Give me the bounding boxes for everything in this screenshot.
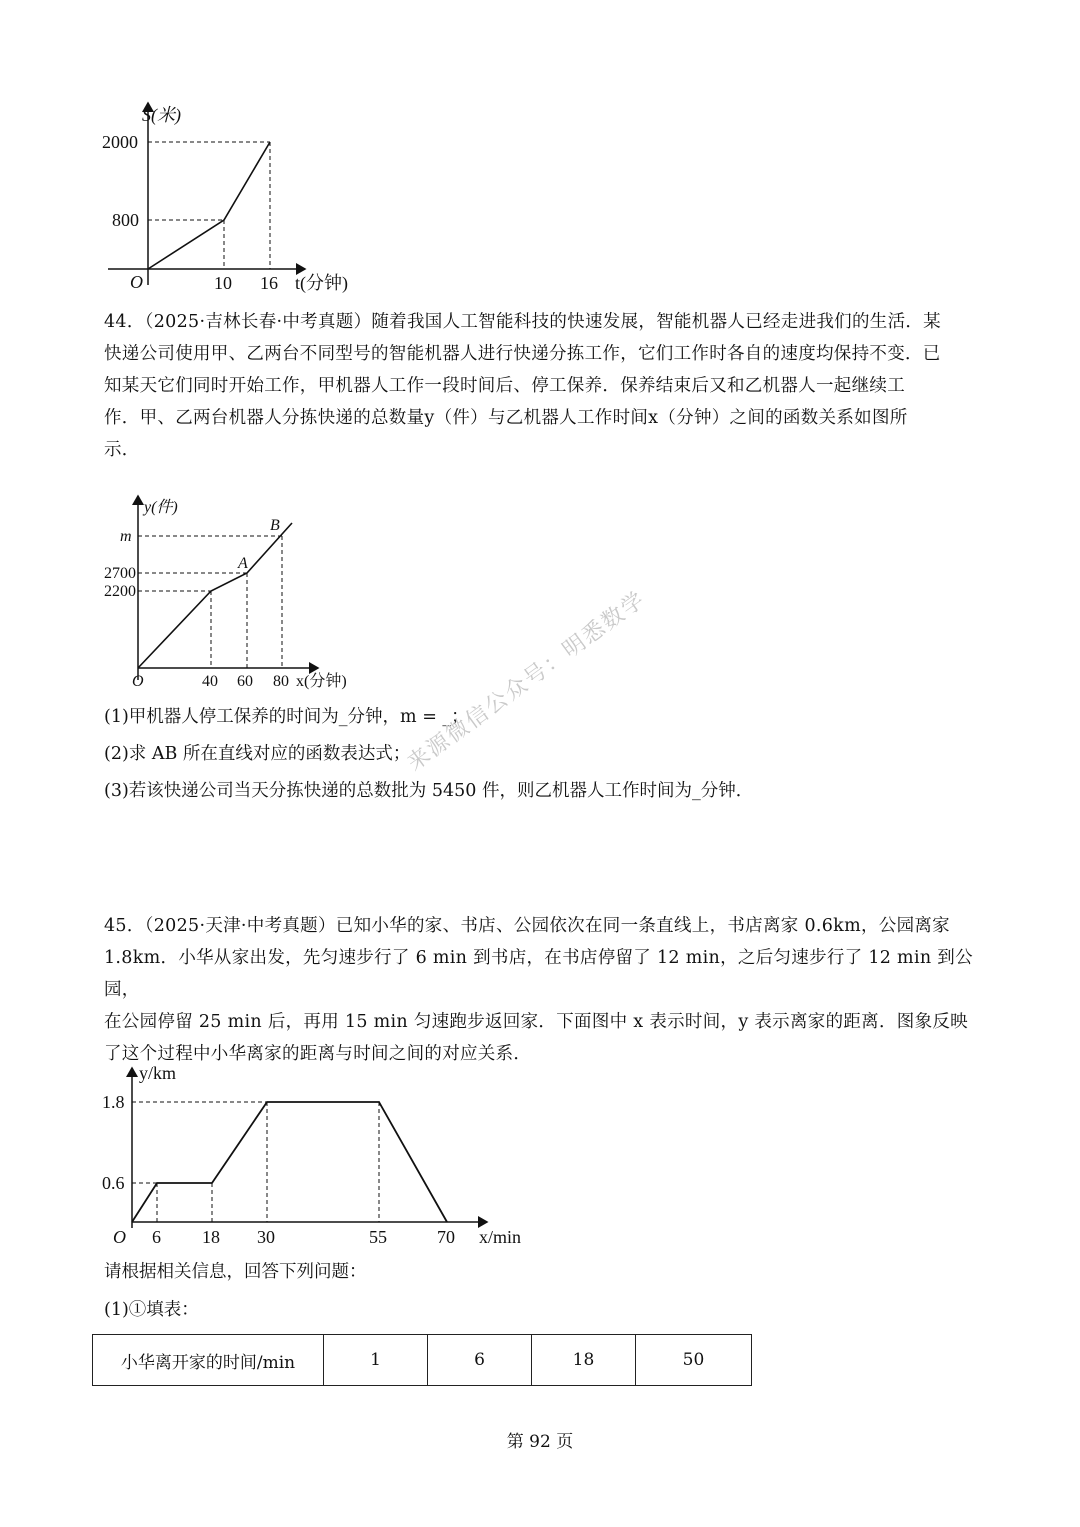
page-number: 第 92 页: [506, 1432, 574, 1452]
x-tick-6: 6: [152, 1227, 161, 1247]
x-tick-30: 30: [257, 1227, 275, 1247]
table-cell: 1: [324, 1335, 428, 1386]
y-tick-2700: 2700: [104, 565, 136, 582]
series-line: [138, 523, 292, 668]
x-axis-label: t(分钟): [295, 273, 348, 293]
q44-subquestion-1: (1)甲机器人停工保养的时间为_分钟，m = _；: [104, 707, 469, 727]
q45-line: 45．（2025·天津·中考真题）已知小华的家、书店、公园依次在同一条直线上，书店离家 0.6km，公园离家: [104, 916, 950, 936]
q45-subquestion-1: (1)①填表：: [104, 1300, 199, 1320]
q44-subquestion-3: (3)若该快递公司当天分拣快递的总数批为 5450 件，则乙机器人工作时间为_分钟．: [104, 781, 754, 801]
origin-label: O: [130, 272, 143, 292]
x-tick-80: 80: [273, 673, 289, 690]
q44-line: 作．甲、乙两台机器人分拣快递的总数量y（件）与乙机器人工作时间x（分钟）之间的函数关系如图所: [104, 408, 908, 428]
origin-label: O: [132, 673, 144, 690]
series-line: [148, 142, 270, 269]
y-tick-1.8: 1.8: [102, 1092, 125, 1112]
point-a-label: A: [238, 555, 248, 572]
y-axis-label: y(件): [144, 499, 178, 516]
y-tick-800: 800: [112, 210, 139, 230]
x-tick-10: 10: [214, 273, 232, 293]
q45-line: 1.8km．小华从家出发，先匀速步行了 6 min 到书店，在书店停留了 12 min，之后匀速步行了 12 min 到公园，: [104, 948, 973, 1000]
y-axis-label: S(米): [142, 105, 181, 125]
y-tick-2000: 2000: [102, 132, 138, 152]
q45-prompt: 请根据相关信息，回答下列问题：: [104, 1262, 367, 1282]
table-cell: 50: [636, 1335, 752, 1386]
q44-line: 快递公司使用甲、乙两台不同型号的智能机器人进行快递分拣工作，它们工作时各自的速度均保持不变．已: [104, 344, 941, 364]
series-line: [132, 1102, 447, 1222]
chart-distance-from-home: [95, 1060, 545, 1250]
y-tick-0.6: 0.6: [102, 1173, 125, 1193]
q45-line: 在公园停留 25 min 后，再用 15 min 匀速跑步返回家．下面图中 x 表示时间，y 表示离家的距离．图象反映: [104, 1012, 968, 1032]
chart-distance-time: [90, 95, 380, 300]
table-cell: 6: [428, 1335, 532, 1386]
x-tick-18: 18: [202, 1227, 220, 1247]
question-45-text: [104, 910, 984, 1070]
y-tick-m: m: [120, 528, 132, 545]
table-header-cell: 小华离开家的时间/min: [93, 1335, 324, 1386]
x-tick-60: 60: [237, 673, 253, 690]
x-tick-16: 16: [260, 273, 278, 293]
question-44-text: [104, 306, 984, 466]
chart-parcels-time: [104, 490, 380, 695]
q44-line: 示．: [104, 440, 140, 460]
fill-in-table: [92, 1334, 752, 1386]
y-tick-2200: 2200: [104, 583, 136, 600]
x-axis-label: x(分钟): [296, 673, 347, 690]
y-axis-label: y/km: [139, 1063, 177, 1083]
x-tick-70: 70: [437, 1227, 455, 1247]
x-axis-label: x/min: [479, 1227, 522, 1247]
origin-label: O: [113, 1227, 126, 1247]
x-tick-55: 55: [369, 1227, 387, 1247]
table-cell: 18: [532, 1335, 636, 1386]
q45-line: 了这个过程中小华离家的距离与时间之间的对应关系．: [104, 1044, 532, 1064]
point-b-label: B: [270, 517, 280, 534]
x-tick-40: 40: [202, 673, 218, 690]
q44-line: 知某天它们同时开始工作，甲机器人工作一段时间后、停工保养．保养结束后又和乙机器人一起继续工: [104, 376, 905, 396]
watermark: 来源微信公众号：明悉数学: [402, 586, 651, 777]
q44-line: 44．（2025·吉林长春·中考真题）随着我国人工智能科技的快速发展，智能机器人已经走进我们的生活．某: [104, 312, 941, 332]
q44-subquestion-2: (2)求 AB 所在直线对应的函数表达式；: [104, 744, 411, 764]
table-row: [93, 1335, 752, 1386]
